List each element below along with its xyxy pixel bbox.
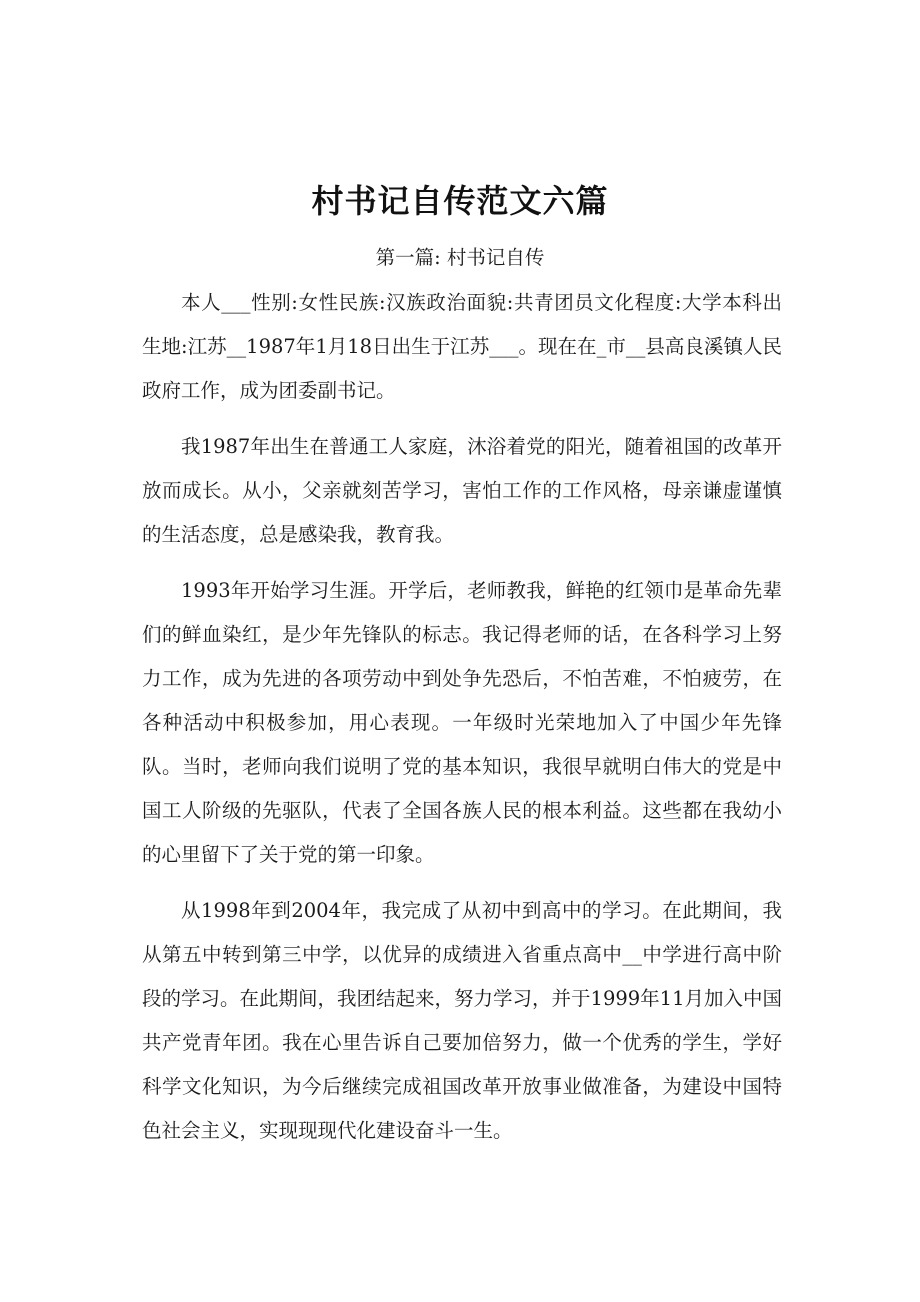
document-title: 村书记自传范文六篇 (311, 182, 609, 220)
document-body (142, 281, 782, 1153)
paragraph-secondary-school: 从1998年到2004年，我完成了从初中到高中的学习。在此期间，我从第五中转到第三中学，以优异的成绩进入省重点高中__中学进行高中阶段的学习。在此期间，我团结起来，努力学习，并于1999年11月加入中国共产党青年团。我在心里告诉自己要加倍努力，做一个优秀的学生，学好科学文化知识，为今后继续完成祖国改革开放事业做准备，为建设中国特色社会主义，实现现现代化建设奋斗一生。 (142, 899, 782, 1142)
paragraph-personal-info: 本人___性别:女性民族:汉族政治面貌:共青团员文化程度:大学本科出生地:江苏__1987年1月18日出生于江苏___。现在在_市__县高良溪镇人民政府工作，成为团委副书记。 (142, 291, 782, 402)
section-title: 第一篇: 村书记自传 (375, 246, 545, 269)
paragraph-family: 我1987年出生在普通工人家庭，沐浴着党的阳光，随着祖国的改革开放而成长。从小，父亲就刻苦学习，害怕工作的工作风格，母亲谦虚谨慎的生活态度，总是感染我，教育我。 (142, 435, 782, 546)
paragraph-primary-school: 1993年开始学习生涯。开学后，老师教我，鲜艳的红领巾是革命先辈们的鲜血染红，是少年先锋队的标志。我记得老师的话，在各科学习上努力工作，成为先进的各项劳动中到处争先恐后，不怕苦难，不怕疲劳，在各种活动中积极参加，用心表现。一年级时光荣地加入了中国少年先锋队。当时，老师向我们说明了党的基本知识，我很早就明白伟大的党是中国工人阶级的先驱队，代表了全国各族人民的根本利益。这些都在我幼小的心里留下了关于党的第一印象。 (142, 579, 782, 866)
